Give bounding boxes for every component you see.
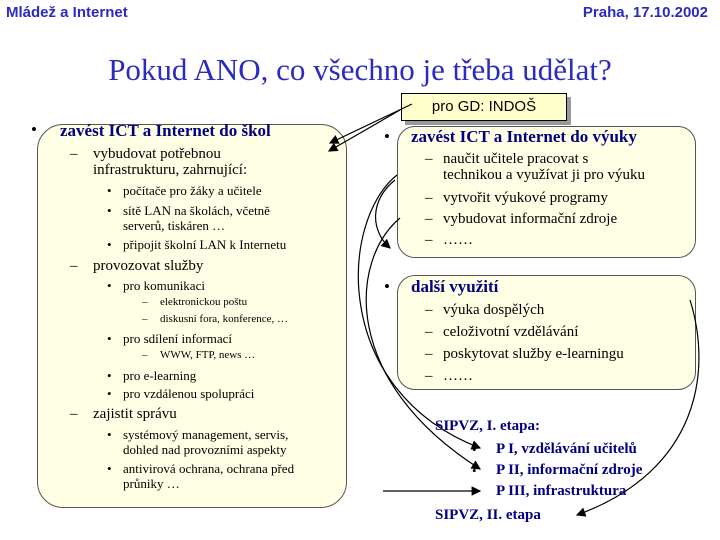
sipvz-stage-1: SIPVZ, I. etapa:	[435, 418, 541, 434]
right-mid-dash-4: –	[425, 368, 433, 384]
left-s2-label: provozovat služby	[93, 258, 204, 274]
left-s1-dash: –	[70, 146, 78, 162]
left-s2-bullet-4: •	[107, 386, 112, 401]
left-s2-bullet-1: •	[107, 278, 112, 293]
right-top-item-1b: technikou a využívat ji pro výuku	[443, 167, 646, 183]
right-top-dash-3: –	[425, 211, 433, 227]
right-top-bullet: •	[384, 127, 390, 146]
right-mid-dash-2: –	[425, 324, 433, 340]
left-s1-label-b: infrastrukturu, zahrnující:	[93, 162, 248, 178]
arrow-curve-1	[376, 180, 395, 248]
left-s3-item-1a: systémový management, servis,	[123, 427, 289, 442]
left-s1-item-2: sítě LAN na školách, včetně	[123, 203, 270, 218]
left-s1-bullet-2: •	[107, 203, 112, 218]
right-top-dash-1: –	[425, 151, 433, 167]
left-s1-item-3: připojit školní LAN k Internetu	[123, 237, 287, 252]
left-s1-item-1: počítače pro žáky a učitele	[123, 183, 262, 198]
right-mid-item-3: poskytovat služby e-learningu	[443, 346, 624, 362]
right-mid-dash-3: –	[425, 346, 433, 362]
header-right: Praha, 17.10.2002	[582, 4, 708, 21]
left-s2-dash: –	[70, 258, 78, 274]
right-top-item-1a: naučit učitele pracovat s	[443, 151, 589, 167]
left-s2-subitem-1: elektronickou poštu	[160, 296, 248, 308]
left-s3-bullet-1: •	[107, 427, 112, 442]
left-s1-item-2b: serverů, tiskáren …	[123, 218, 226, 233]
right-top-dash-2: –	[425, 190, 433, 206]
right-mid-heading: další využití	[411, 277, 499, 296]
left-s1-bullet-3: •	[107, 237, 112, 252]
left-heading-bullet: •	[31, 120, 37, 139]
left-s2-subitem-2: diskusní fora, konference, …	[160, 313, 288, 325]
left-s2-subdash-1: –	[142, 296, 148, 308]
right-top-item-4: ……	[443, 232, 473, 248]
left-s3-item-2a: antivirová ochrana, ochrana před	[123, 461, 295, 476]
sipvz-p2: P II, informační zdroje	[496, 462, 643, 478]
sipvz-p1: P I, vzdělávání učitelů	[496, 441, 637, 457]
right-mid-item-2: celoživotní vzdělávání	[443, 324, 579, 340]
right-top-item-2: vytvořit výukové programy	[443, 190, 608, 206]
left-s2-item-2: pro sdílení informací	[123, 331, 233, 346]
left-s3-dash: –	[70, 406, 78, 422]
callout-label: pro GD: INDOŠ	[401, 93, 567, 121]
left-s2-bullet-2: •	[107, 331, 112, 346]
left-s2-subdash-3: –	[142, 349, 148, 361]
sipvz-bullet-2: •	[472, 463, 477, 478]
left-s1-bullet-1: •	[107, 183, 112, 198]
left-s3-item-1b: dohled nad provozními aspekty	[123, 442, 287, 457]
left-s2-item-1: pro komunikaci	[123, 278, 205, 293]
right-mid-bullet: •	[384, 277, 390, 296]
left-heading: zavést ICT a Internet do škol	[60, 121, 271, 140]
sipvz-bullet-1: •	[472, 442, 477, 457]
right-top-item-3: vybudovat informační zdroje	[443, 211, 618, 227]
sipvz-stage-2: SIPVZ, II. etapa	[435, 507, 541, 523]
left-s2-subdash-2: –	[142, 313, 148, 325]
slide-title: Pokud ANO, co všechno je třeba udělat?	[108, 52, 612, 87]
sipvz-bullet-3: •	[472, 484, 477, 499]
left-s2-item-3: pro e-learning	[123, 368, 197, 383]
right-mid-item-1: výuka dospělých	[443, 302, 545, 318]
left-s3-bullet-2: •	[107, 461, 112, 476]
header-left: Mládež a Internet	[6, 4, 128, 21]
left-s3-item-2b: průniky …	[123, 476, 180, 491]
right-mid-item-4: ……	[443, 368, 473, 384]
left-s3-label: zajistit správu	[93, 406, 177, 422]
left-s2-subitem-3: WWW, FTP, news …	[160, 349, 256, 361]
right-top-heading: zavést ICT a Internet do výuky	[411, 127, 637, 146]
left-s2-bullet-3: •	[107, 368, 112, 383]
left-s2-item-4: pro vzdálenou spolupráci	[123, 386, 255, 401]
left-s1-label-a: vybudovat potřebnou	[93, 146, 221, 162]
right-top-dash-4: –	[425, 232, 433, 248]
sipvz-p3: P III, infrastruktura	[496, 483, 627, 499]
right-mid-dash-1: –	[425, 302, 433, 318]
